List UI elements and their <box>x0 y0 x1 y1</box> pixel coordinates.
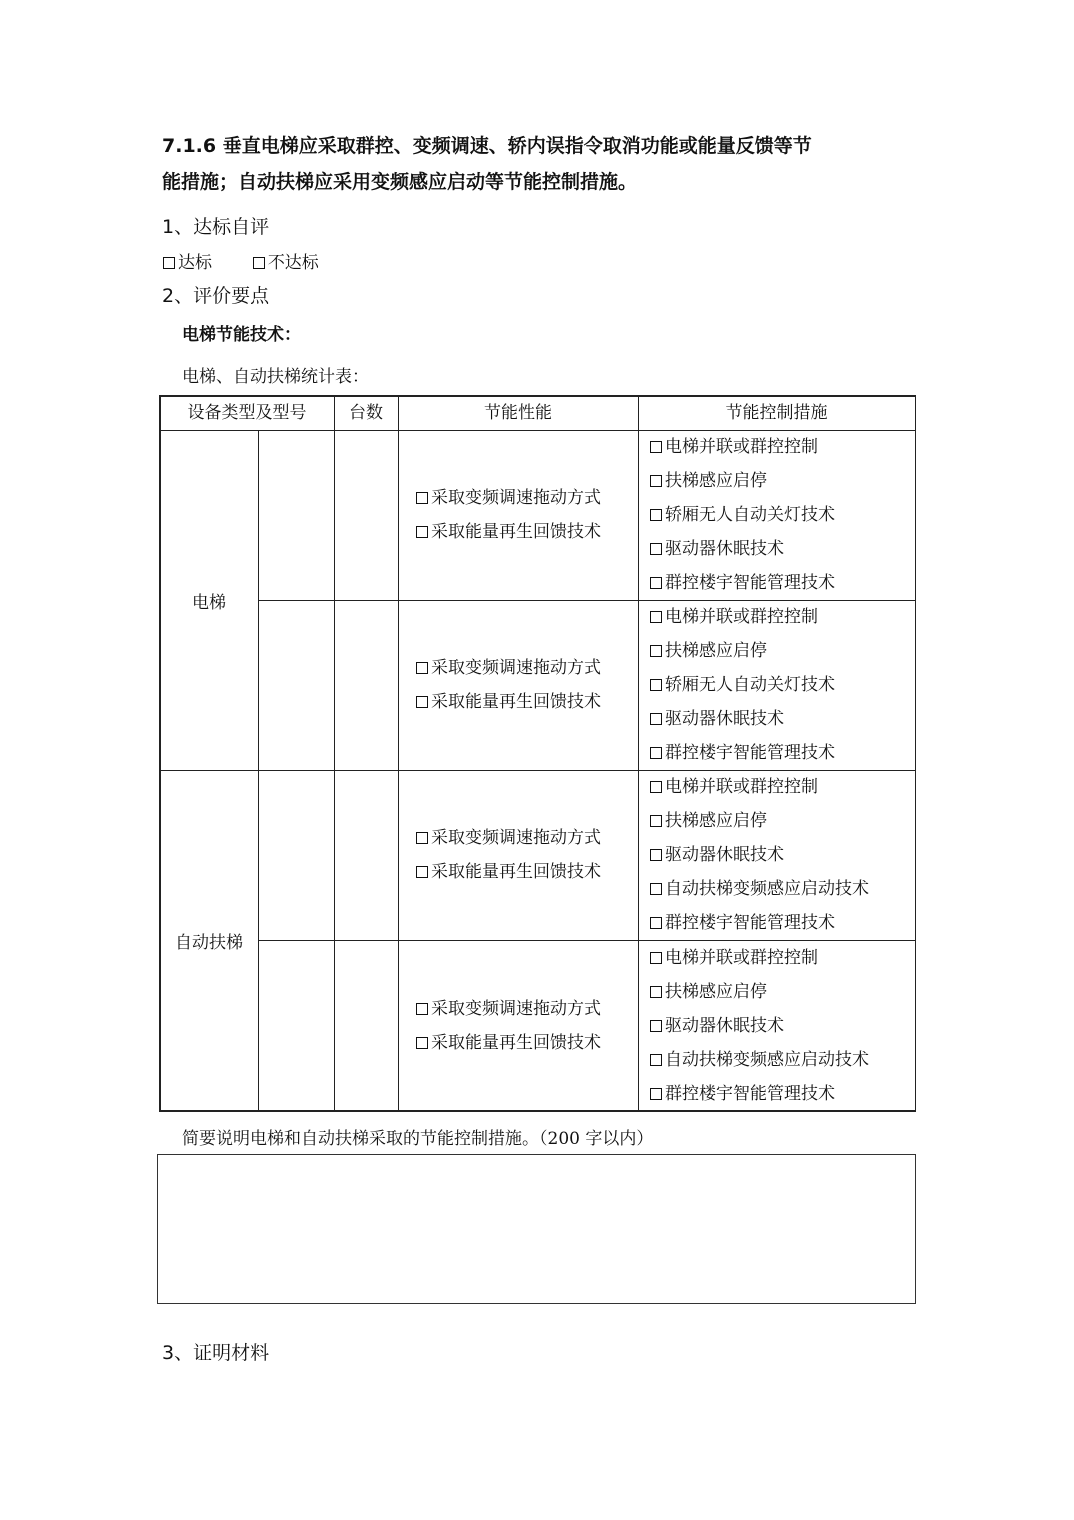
checkbox[interactable] <box>650 952 662 964</box>
clause-heading <box>162 128 922 200</box>
table-header-divider <box>159 430 916 431</box>
row1-perf-option-2[interactable] <box>416 515 601 549</box>
row2-measure-1[interactable] <box>650 600 818 634</box>
col-header-performance: 节能性能 <box>484 403 552 423</box>
col-divider <box>334 395 335 1112</box>
table-border-top <box>159 395 916 397</box>
option-label: 采取能量再生回馈技术 <box>431 862 601 882</box>
row3-perf-option-1[interactable] <box>416 821 601 855</box>
row2-measure-4[interactable] <box>650 702 784 736</box>
section3-title: 3、证明材料 <box>162 1342 270 1364</box>
option-label: 采取能量再生回馈技术 <box>431 1033 601 1053</box>
option-label: 驱动器休眠技术 <box>665 1016 784 1036</box>
table-border-right <box>915 395 916 1112</box>
option-label: 驱动器休眠技术 <box>665 709 784 729</box>
checkbox[interactable] <box>650 747 662 759</box>
checkbox[interactable] <box>650 1088 662 1100</box>
option-label: 扶梯感应启停 <box>665 811 767 831</box>
option-label: 扶梯感应启停 <box>665 641 767 661</box>
col-header-measures: 节能控制措施 <box>725 403 828 423</box>
option-label: 群控楼宇智能管理技术 <box>665 743 835 763</box>
checkbox-pass[interactable] <box>163 257 175 269</box>
checkbox[interactable] <box>650 441 662 453</box>
option-label: 电梯并联或群控控制 <box>665 607 818 627</box>
checkbox[interactable] <box>416 1003 428 1015</box>
row4-measure-1[interactable] <box>650 941 818 975</box>
count-cell[interactable] <box>335 771 397 940</box>
model-cell[interactable] <box>259 941 333 1110</box>
checkbox[interactable] <box>650 781 662 793</box>
checkbox[interactable] <box>416 866 428 878</box>
clause-heading-line2: 能措施；自动扶梯应采用变频感应启动等节能控制措施。 <box>162 171 638 193</box>
checkbox[interactable] <box>416 832 428 844</box>
model-cell[interactable] <box>259 431 333 600</box>
option-label: 电梯并联或群控控制 <box>665 777 818 797</box>
checkbox[interactable] <box>416 696 428 708</box>
row2-measure-3[interactable] <box>650 668 835 702</box>
row1-measure-5[interactable] <box>650 566 835 600</box>
row-divider <box>258 940 916 941</box>
checkbox[interactable] <box>650 849 662 861</box>
checkbox[interactable] <box>650 713 662 725</box>
option-label: 电梯并联或群控控制 <box>665 437 818 457</box>
section2-title: 2、评价要点 <box>162 285 270 307</box>
checkbox[interactable] <box>416 662 428 674</box>
col-divider <box>398 395 399 1112</box>
group-label-escalator: 自动扶梯 <box>175 933 243 953</box>
row1-perf-option-1[interactable] <box>416 481 601 515</box>
option-label: 轿厢无人自动关灯技术 <box>665 505 835 525</box>
col-header-type: 设备类型及型号 <box>187 403 307 423</box>
description-prompt: 简要说明电梯和自动扶梯采取的节能控制措施。（200 字以内） <box>182 1129 654 1149</box>
row2-perf-option-1[interactable] <box>416 651 601 685</box>
checkbox[interactable] <box>650 917 662 929</box>
option-label: 驱动器休眠技术 <box>665 845 784 865</box>
row1-measure-1[interactable] <box>650 430 818 464</box>
table-border-left <box>159 395 161 1112</box>
option-label: 扶梯感应启停 <box>665 471 767 491</box>
col-header-count: 台数 <box>349 403 383 423</box>
model-cell[interactable] <box>259 601 333 770</box>
row2-measure-2[interactable] <box>650 634 767 668</box>
row3-perf-option-2[interactable] <box>416 855 601 889</box>
row1-measure-4[interactable] <box>650 532 784 566</box>
checkbox[interactable] <box>650 475 662 487</box>
row-divider <box>258 600 916 601</box>
option-pass[interactable] <box>163 253 212 273</box>
checkbox-fail[interactable] <box>253 257 265 269</box>
row3-measure-5[interactable] <box>650 906 835 940</box>
option-label: 自动扶梯变频感应启动技术 <box>665 1050 869 1070</box>
option-pass-label: 达标 <box>178 253 212 273</box>
section1-title: 1、达标自评 <box>162 216 270 238</box>
row3-measure-1[interactable] <box>650 770 818 804</box>
checkbox[interactable] <box>650 543 662 555</box>
checkbox[interactable] <box>650 883 662 895</box>
option-label: 扶梯感应启停 <box>665 982 767 1002</box>
option-label: 电梯并联或群控控制 <box>665 948 818 968</box>
checkbox[interactable] <box>650 986 662 998</box>
row4-perf-option-2[interactable] <box>416 1026 601 1060</box>
row1-measure-3[interactable] <box>650 498 835 532</box>
clause-heading-line1: 7.1.6 垂直电梯应采取群控、变频调速、轿内误指令取消功能或能量反馈等节 <box>162 135 812 157</box>
row3-measure-2[interactable] <box>650 804 767 838</box>
row4-measure-2[interactable] <box>650 975 767 1009</box>
option-label: 采取变频调速拖动方式 <box>431 488 601 508</box>
option-label: 群控楼宇智能管理技术 <box>665 573 835 593</box>
option-label: 群控楼宇智能管理技术 <box>665 1084 835 1104</box>
checkbox[interactable] <box>416 1037 428 1049</box>
row2-measure-5[interactable] <box>650 736 835 770</box>
checkbox[interactable] <box>650 645 662 657</box>
checkbox[interactable] <box>650 679 662 691</box>
option-fail-label: 不达标 <box>267 253 319 273</box>
description-textarea[interactable] <box>157 1154 916 1304</box>
model-cell[interactable] <box>259 771 333 940</box>
col-divider <box>638 395 639 1112</box>
checkbox[interactable] <box>650 1020 662 1032</box>
checkbox[interactable] <box>650 815 662 827</box>
row2-perf-option-2[interactable] <box>416 685 601 719</box>
count-cell[interactable] <box>335 601 397 770</box>
checkbox[interactable] <box>416 526 428 538</box>
option-label: 采取变频调速拖动方式 <box>431 658 601 678</box>
count-cell[interactable] <box>335 431 397 600</box>
option-label: 采取能量再生回馈技术 <box>431 692 601 712</box>
checkbox[interactable] <box>650 577 662 589</box>
checkbox[interactable] <box>650 1054 662 1066</box>
row4-measure-3[interactable] <box>650 1009 784 1043</box>
table-caption: 电梯、自动扶梯统计表： <box>182 367 369 387</box>
row4-measure-5[interactable] <box>650 1077 835 1111</box>
row1-measure-2[interactable] <box>650 464 767 498</box>
row3-measure-3[interactable] <box>650 838 784 872</box>
checkbox[interactable] <box>416 492 428 504</box>
option-label: 群控楼宇智能管理技术 <box>665 913 835 933</box>
option-label: 采取变频调速拖动方式 <box>431 828 601 848</box>
option-label: 采取变频调速拖动方式 <box>431 999 601 1019</box>
option-label: 轿厢无人自动关灯技术 <box>665 675 835 695</box>
row4-measure-4[interactable] <box>650 1043 869 1077</box>
group-label-elevator: 电梯 <box>192 593 226 613</box>
option-label: 采取能量再生回馈技术 <box>431 522 601 542</box>
option-label: 驱动器休眠技术 <box>665 539 784 559</box>
section2-subtitle: 电梯节能技术： <box>182 325 301 345</box>
option-fail[interactable] <box>253 253 319 273</box>
checkbox[interactable] <box>650 509 662 521</box>
row4-perf-option-1[interactable] <box>416 992 601 1026</box>
group-divider <box>159 770 916 771</box>
row3-measure-4[interactable] <box>650 872 869 906</box>
col-divider <box>258 430 259 1112</box>
count-cell[interactable] <box>335 941 397 1110</box>
self-assessment-options <box>163 248 319 273</box>
checkbox[interactable] <box>650 611 662 623</box>
table-border-bottom <box>159 1110 916 1112</box>
option-label: 自动扶梯变频感应启动技术 <box>665 879 869 899</box>
